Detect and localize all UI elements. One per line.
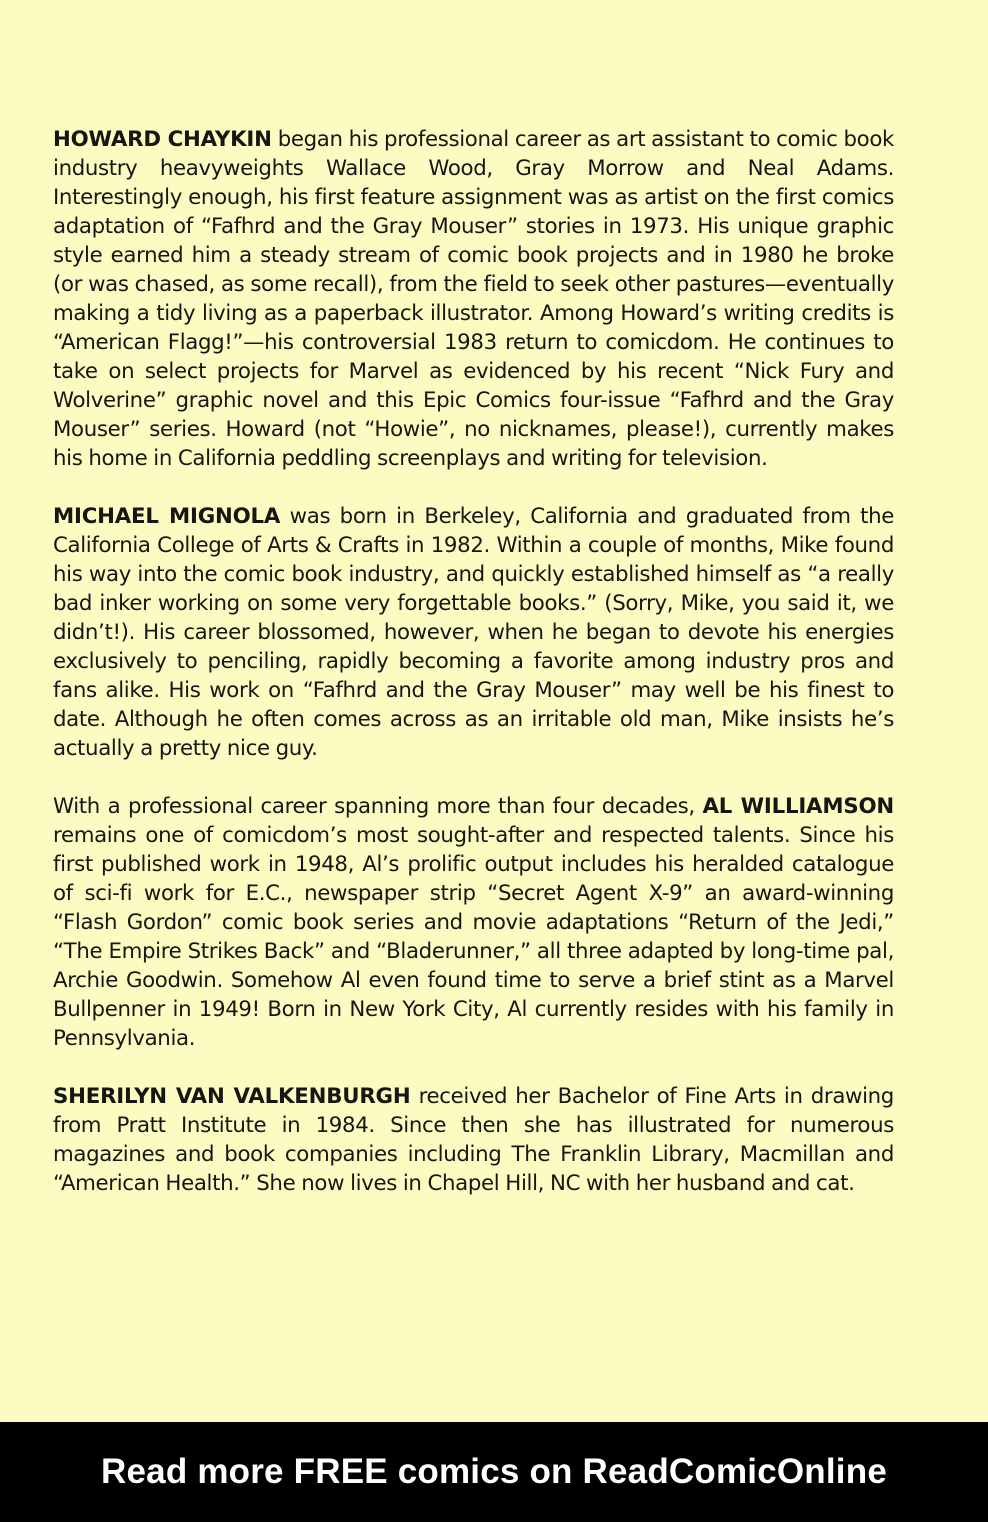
bio-body-text: was born in Berkeley, California and graduated from the California College of Arts & Crafts in 1982. Within a couple of months, Mike found his way into the comic book industry, and quickly established himself as “a really bad inker working on some very forgettable books.” (Sorry, Mike, you said it, we didn’t!). His career blossomed, however, when he began to devote his energies exclusively to penciling, rapidly becoming a favorite among industry pros and fans alike. His work on “Fafhrd and the Gray Mouser” may well be his finest to date. Although he often comes across as an irritable old man, Mike insists he’s actually a pretty nice guy. bbox=[53, 504, 894, 761]
bio-michael-mignola bbox=[53, 502, 894, 763]
bio-body-text: began his professional career as art assistant to comic book industry heavyweights Wallace Wood, Gray Morrow and Neal Adams. Interestingly enough, his first feature assignment was as artist on the first comics adaptation of “Fafhrd and the Gray Mouser” stories in 1973. His unique graphic style earned him a steady stream of comic book projects and in 1980 he broke (or was chased, as some recall), from the field to seek other pastures—eventually making a tidy living as a paperback illustrator. Among Howard’s writing credits is “American Flagg!”—his controversial 1983 return to comicdom. He continues to take on select projects for Marvel as evidenced by his recent “Nick Fury and Wolverine” graphic novel and this Epic Comics four-issue “Fafhrd and the Gray Mouser” series. Howard (not “Howie”, no nicknames, please!), currently makes his home in California peddling screenplays and writing for television. bbox=[53, 127, 894, 471]
bio-al-williamson bbox=[53, 792, 894, 1053]
bio-lead-text: With a professional career spanning more than four decades, bbox=[53, 794, 703, 819]
bio-body-text: remains one of comicdom’s most sought-after and respected talents. Since his first published work in 1948, Al’s prolific output includes his heralded catalogue of sci-fi work for E.C., newspaper strip “Secret Agent X-9” an award-winning “Flash Gordon” comic book series and movie adaptations “Return of the Jedi,” “The Empire Strikes Back” and “Bladerunner,” all three adapted by long-time pal, Archie Goodwin. Somehow Al even found time to serve a brief stint as a Marvel Bullpenner in 1949! Born in New York City, Al currently resides with his family in Pennsylvania. bbox=[53, 823, 894, 1051]
bio-body-text: received her Bachelor of Fine Arts in drawing from Pratt Institute in 1984. Since then she has illustrated for numerous magazines and book companies including The Franklin Library, Macmillan and “American Health.” She now lives in Chapel Hill, NC with her husband and cat. bbox=[53, 1084, 894, 1196]
bio-name: AL WILLIAMSON bbox=[702, 794, 894, 819]
promo-banner-text[interactable]: Read more FREE comics on ReadComicOnline bbox=[101, 1452, 887, 1491]
bio-howard-chaykin bbox=[53, 125, 894, 473]
bio-name: SHERILYN VAN VALKENBURGH bbox=[53, 1084, 411, 1109]
bio-name: HOWARD CHAYKIN bbox=[53, 127, 272, 152]
promo-banner[interactable] bbox=[0, 1422, 988, 1522]
bio-sherilyn-van-valkenburgh bbox=[53, 1082, 894, 1198]
bio-name: MICHAEL MIGNOLA bbox=[53, 504, 281, 529]
